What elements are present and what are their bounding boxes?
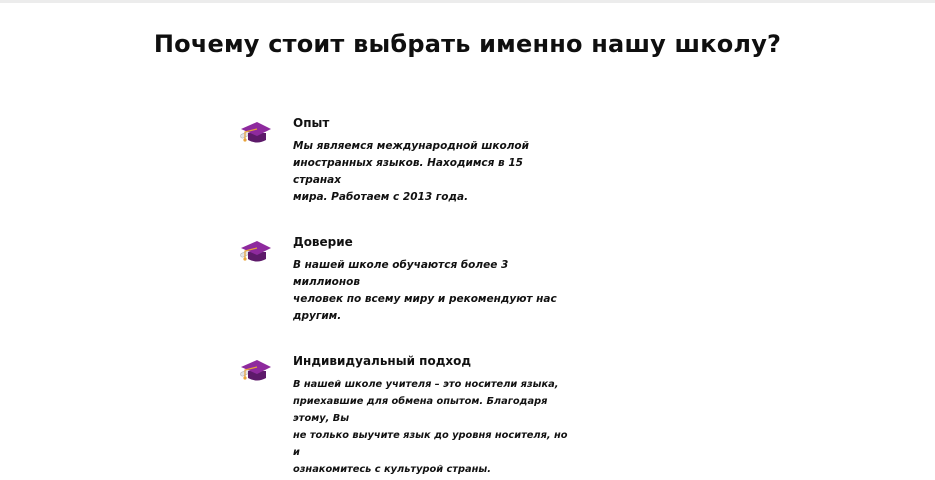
graduation-cap-icon <box>238 357 272 385</box>
feature-heading: Доверие <box>293 235 353 249</box>
feature-description-line: ознакомитесь с культурой страны. <box>293 464 491 475</box>
graduation-cap-icon <box>238 119 272 147</box>
feature-description <box>293 376 568 478</box>
feature-description-line: В нашей школе учителя – это носители языка, <box>293 379 559 390</box>
feature-heading: Опыт <box>293 116 330 130</box>
feature-description-line: В нашей школе обучаются более 3 миллионов <box>293 259 509 288</box>
feature-description <box>293 138 563 206</box>
section-title: Почему стоит выбрать именно нашу школу? <box>153 30 782 58</box>
feature-description <box>293 257 563 325</box>
graduation-cap-icon <box>238 238 272 266</box>
feature-description-line: человек по всему миру и рекомендуют нас <box>293 293 557 305</box>
feature-description-line: иностранных языков. Находимся в 15 странах <box>293 157 523 186</box>
feature-description-line: Мы являемся международной школой <box>293 140 530 152</box>
top-divider <box>0 0 935 3</box>
feature-heading: Индивидуальный подход <box>293 354 472 368</box>
feature-description-line: мира. Работаем с 2013 года. <box>293 191 469 203</box>
feature-description-line: приехавшие для обмена опытом. Благодаря этому, Вы <box>293 396 548 424</box>
feature-description-line: не только выучите язык до уровня носителя, но и <box>293 430 568 458</box>
feature-description-line: другим. <box>293 310 342 322</box>
